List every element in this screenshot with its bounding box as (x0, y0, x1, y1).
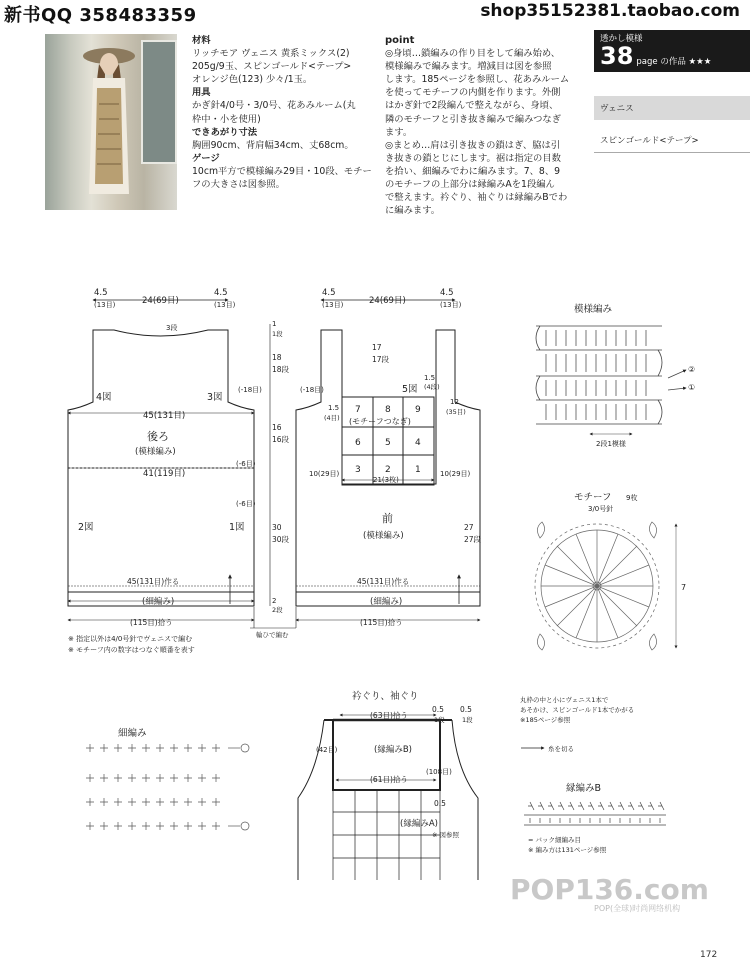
back-label-1: 1図 (229, 522, 245, 533)
neck-m-05c: 0.5 (434, 799, 446, 808)
neck-edge-b: (縁編みB) (374, 745, 412, 755)
front-label-5: 5図 (402, 384, 418, 395)
point-line: を拾い、細編みでわに編みます。7、8、9 (385, 165, 561, 177)
pattern-title: 模様編み (574, 304, 613, 315)
watermark-tag: POP(全球)时尚网络机构 (594, 904, 681, 913)
front-m-27b: 27段 (464, 535, 482, 544)
motif-count: 9枚 (626, 494, 638, 502)
sidebar-number: 38 (600, 42, 634, 70)
materials-line: オレンジ色(123) 少々/1玉。 (192, 74, 313, 86)
back-m-16: 16 (272, 423, 282, 432)
front-m-27: 27 (464, 523, 474, 532)
front-w-side-r: 4.5 (440, 288, 454, 298)
back-m-1b: 1段 (272, 330, 283, 338)
back-w-side-l2: (13目) (94, 301, 116, 309)
hem-title: 細編み (118, 728, 147, 739)
materials-line: 205g/9玉、スピンゴールド<テープ> (192, 61, 352, 73)
point-line: 隣のモチーフと引き抜き編みで編みつなぎ (385, 113, 561, 125)
note-1: ※ 指定以外は4/0号針でヴェニスで編む (68, 635, 193, 643)
back-labels (78, 288, 290, 627)
front-w-side-r2: (13目) (440, 301, 462, 309)
front-m-minus18: (-18目) (300, 386, 324, 394)
front-m-15lb: (4目) (324, 414, 340, 422)
point-line: 模様編みで編みます。増減目は図を参照 (385, 61, 552, 73)
front-w-center: 24(69目) (369, 296, 406, 306)
neck-see: ※ 図参照 (432, 831, 460, 839)
front-m-17b: 17段 (372, 355, 390, 364)
front-hem: (細編み) (370, 597, 403, 607)
materials-heading: 材料 (192, 35, 211, 46)
motif-title: モチーフ (574, 492, 612, 503)
page-number: 172 (700, 950, 718, 960)
motif-note-1: 丸枠の中と小にヴェニス1本で (520, 696, 609, 704)
back-label-2: 2図 (78, 522, 94, 533)
front-w-10r: 10(29目) (440, 470, 471, 478)
motif-size: 7 (681, 583, 687, 592)
neck-m-05ab: 1段 (434, 716, 445, 724)
front-w-bottom: 45(131目)作る (357, 577, 410, 586)
size-line: 胸囲90cm、背肩幅34cm、丈68cm。 (192, 139, 354, 151)
back-title: 後ろ (147, 430, 169, 443)
point-line: ◎まとめ…肩は引き抜きの鎖はぎ、脇は引 (385, 139, 561, 151)
back-m-2b: 2段 (272, 606, 283, 614)
point-line: を使ってモチーフの内側を作ります。外側 (385, 87, 561, 99)
front-motif-8: 8 (385, 405, 391, 415)
front-w-21: 21(3枚) (373, 476, 399, 484)
front-motif-9: 9 (415, 405, 421, 415)
tools-line: 枠中・小を使用) (192, 113, 261, 125)
back-m-minus18: (-18目) (238, 386, 262, 394)
motif-notes (520, 695, 634, 753)
tools-heading: 用具 (192, 87, 211, 99)
back-label-4: 4図 (96, 392, 112, 403)
neck-w-top: (63目)拾う (370, 711, 408, 720)
back-w-side-r2: (13目) (214, 301, 236, 309)
back-label-3: 3図 (207, 392, 223, 403)
point-line: ◎身頃…鎖編みの作り目をして編み始め、 (385, 48, 561, 60)
size-heading: できあがり寸法 (192, 126, 258, 138)
back-sub: (模様編み) (135, 447, 176, 457)
front-motif-7: 7 (355, 405, 361, 415)
point-heading: point (385, 35, 415, 46)
edgeb-note-1: = バック細編み目 (528, 836, 582, 844)
sidebar-yarn2: スピンゴールド<テープ> (600, 136, 699, 146)
back-neck: 3段 (166, 324, 178, 332)
pattern-labels (574, 303, 695, 448)
point-line: き抜きの鎖とじにします。裾は指定の目数 (385, 152, 561, 164)
gauge-line: フの大きさは図参照。 (192, 179, 285, 191)
back-w-center: 24(69目) (142, 296, 179, 306)
point-line: で整えます。衿ぐり、袖ぐりは縁編みBでわ (385, 192, 568, 204)
neck-m-108: (108目) (426, 768, 452, 776)
back-m-1: 1 (272, 320, 277, 328)
neck-title: 衿ぐり、袖ぐり (352, 691, 419, 702)
front-title: 前 (382, 512, 393, 525)
motif-note-2: あそかけ、スピンゴールド1本でかがる (520, 706, 635, 714)
pattern-row2: ② (688, 365, 696, 374)
front-m-15b: (4段) (424, 383, 440, 391)
front-m-17: 17 (372, 343, 382, 352)
back-m-16b: 16段 (272, 435, 290, 444)
front-w-10l: 10(29目) (309, 470, 340, 478)
front-motif-6: 6 (355, 438, 361, 448)
front-w-side-l2: (13目) (322, 301, 344, 309)
neck-edge-a: (縁編みA) (400, 819, 438, 829)
header-qq: 新书QQ 358483359 (4, 5, 197, 26)
front-labels (256, 288, 482, 639)
point-line: に編みます。 (385, 205, 441, 217)
front-m-15: 1.5 (424, 374, 436, 382)
back-m-18: 18 (272, 353, 282, 362)
front-motif-5: 5 (385, 438, 391, 448)
back-w-side-r: 4.5 (214, 288, 228, 298)
sidebar-label: 透かし模様 (600, 34, 643, 44)
gauge-heading: ゲージ (192, 152, 220, 164)
point-line: はかぎ針で2段編んで整えながら、身頃、 (385, 100, 559, 112)
neck-diagram (298, 715, 478, 880)
point-line: します。185ページを参照し、花あみルーム (385, 74, 570, 86)
edgeb-title: 縁編みB (566, 783, 602, 794)
neck-m-05b: 0.5 (460, 705, 472, 714)
neck-labels (316, 690, 473, 839)
pattern-repeat: 2段1模様 (596, 440, 626, 448)
motif-chart (535, 522, 676, 650)
back-hem-w: (115目)拾う (130, 618, 173, 627)
front-m-12b: (35目) (446, 408, 466, 416)
tools-line: かぎ針4/0号・3/0号、花あみルーム(丸 (192, 100, 356, 112)
front-hem-w: (115目)拾う (360, 618, 403, 627)
back-hem: (細編み) (142, 597, 175, 607)
back-w-side-l: 4.5 (94, 288, 108, 298)
front-motif-4: 4 (415, 438, 421, 448)
materials-line: リッチモア ヴェニス 黄系ミックス(2) (192, 48, 350, 60)
header-shop: shop35152381.taobao.com (480, 1, 740, 21)
back-m-30: 30 (272, 523, 282, 532)
front-motif-label: (モチーフつなぎ) (349, 417, 411, 426)
neck-m-05a: 0.5 (432, 705, 444, 714)
front-m-12: 12 (450, 398, 459, 406)
point-line: のモチーフの上部分は縁編みAを1段編ん (385, 179, 555, 191)
motif-labels (574, 492, 686, 592)
point-line: ます。 (385, 126, 413, 138)
motif-note-3: ※185ページ参照 (520, 716, 571, 724)
back-w-bottom: 45(131目)作る (127, 577, 180, 586)
front-motif-3: 3 (355, 465, 361, 475)
neck-m-42: (42目) (316, 746, 338, 754)
back-w-41: 41(119目) (143, 469, 186, 479)
note-2: ※ モチーフ内の数字はつなぐ順番を表す (68, 646, 195, 654)
pattern-row1: ① (688, 383, 696, 392)
back-m-30b: 30段 (272, 535, 290, 544)
gauge-line: 10cm平方で模様編み29目・10段、モチー (192, 165, 372, 177)
front-m-15l: 1.5 (328, 404, 340, 412)
watermark-brand: POP136.com (510, 873, 709, 906)
front-w-side-l: 4.5 (322, 288, 336, 298)
back-m-2: 2 (272, 597, 277, 605)
back-w-45: 45(131目) (143, 411, 186, 421)
motif-hook: 3/0号針 (588, 505, 614, 513)
edgeb-note-2: ※ 編み方は131ページ参照 (528, 846, 607, 854)
front-sub: (模様編み) (363, 531, 404, 541)
front-motif-2: 2 (385, 465, 391, 475)
hem-chart (86, 744, 249, 830)
back-m-minus6b: (-6目) (236, 500, 256, 508)
hem-labels (118, 727, 147, 739)
cut-note: 糸を切る (548, 745, 574, 753)
sidebar-page: page の作品 ★★★ (636, 57, 712, 67)
sidebar-yarn1: ヴェニス (594, 96, 750, 120)
front-join-note: 輪ひで編む (256, 631, 289, 639)
back-m-18b: 18段 (272, 365, 290, 374)
edgeb-chart (524, 802, 666, 825)
diagram-notes (68, 634, 195, 654)
pattern-chart (536, 326, 686, 434)
front-motif-1: 1 (415, 465, 421, 475)
neck-w-61: (61目)拾う (370, 775, 408, 784)
back-m-minus6: (-6目) (236, 460, 256, 468)
neck-m-05bb: 1段 (462, 716, 473, 724)
